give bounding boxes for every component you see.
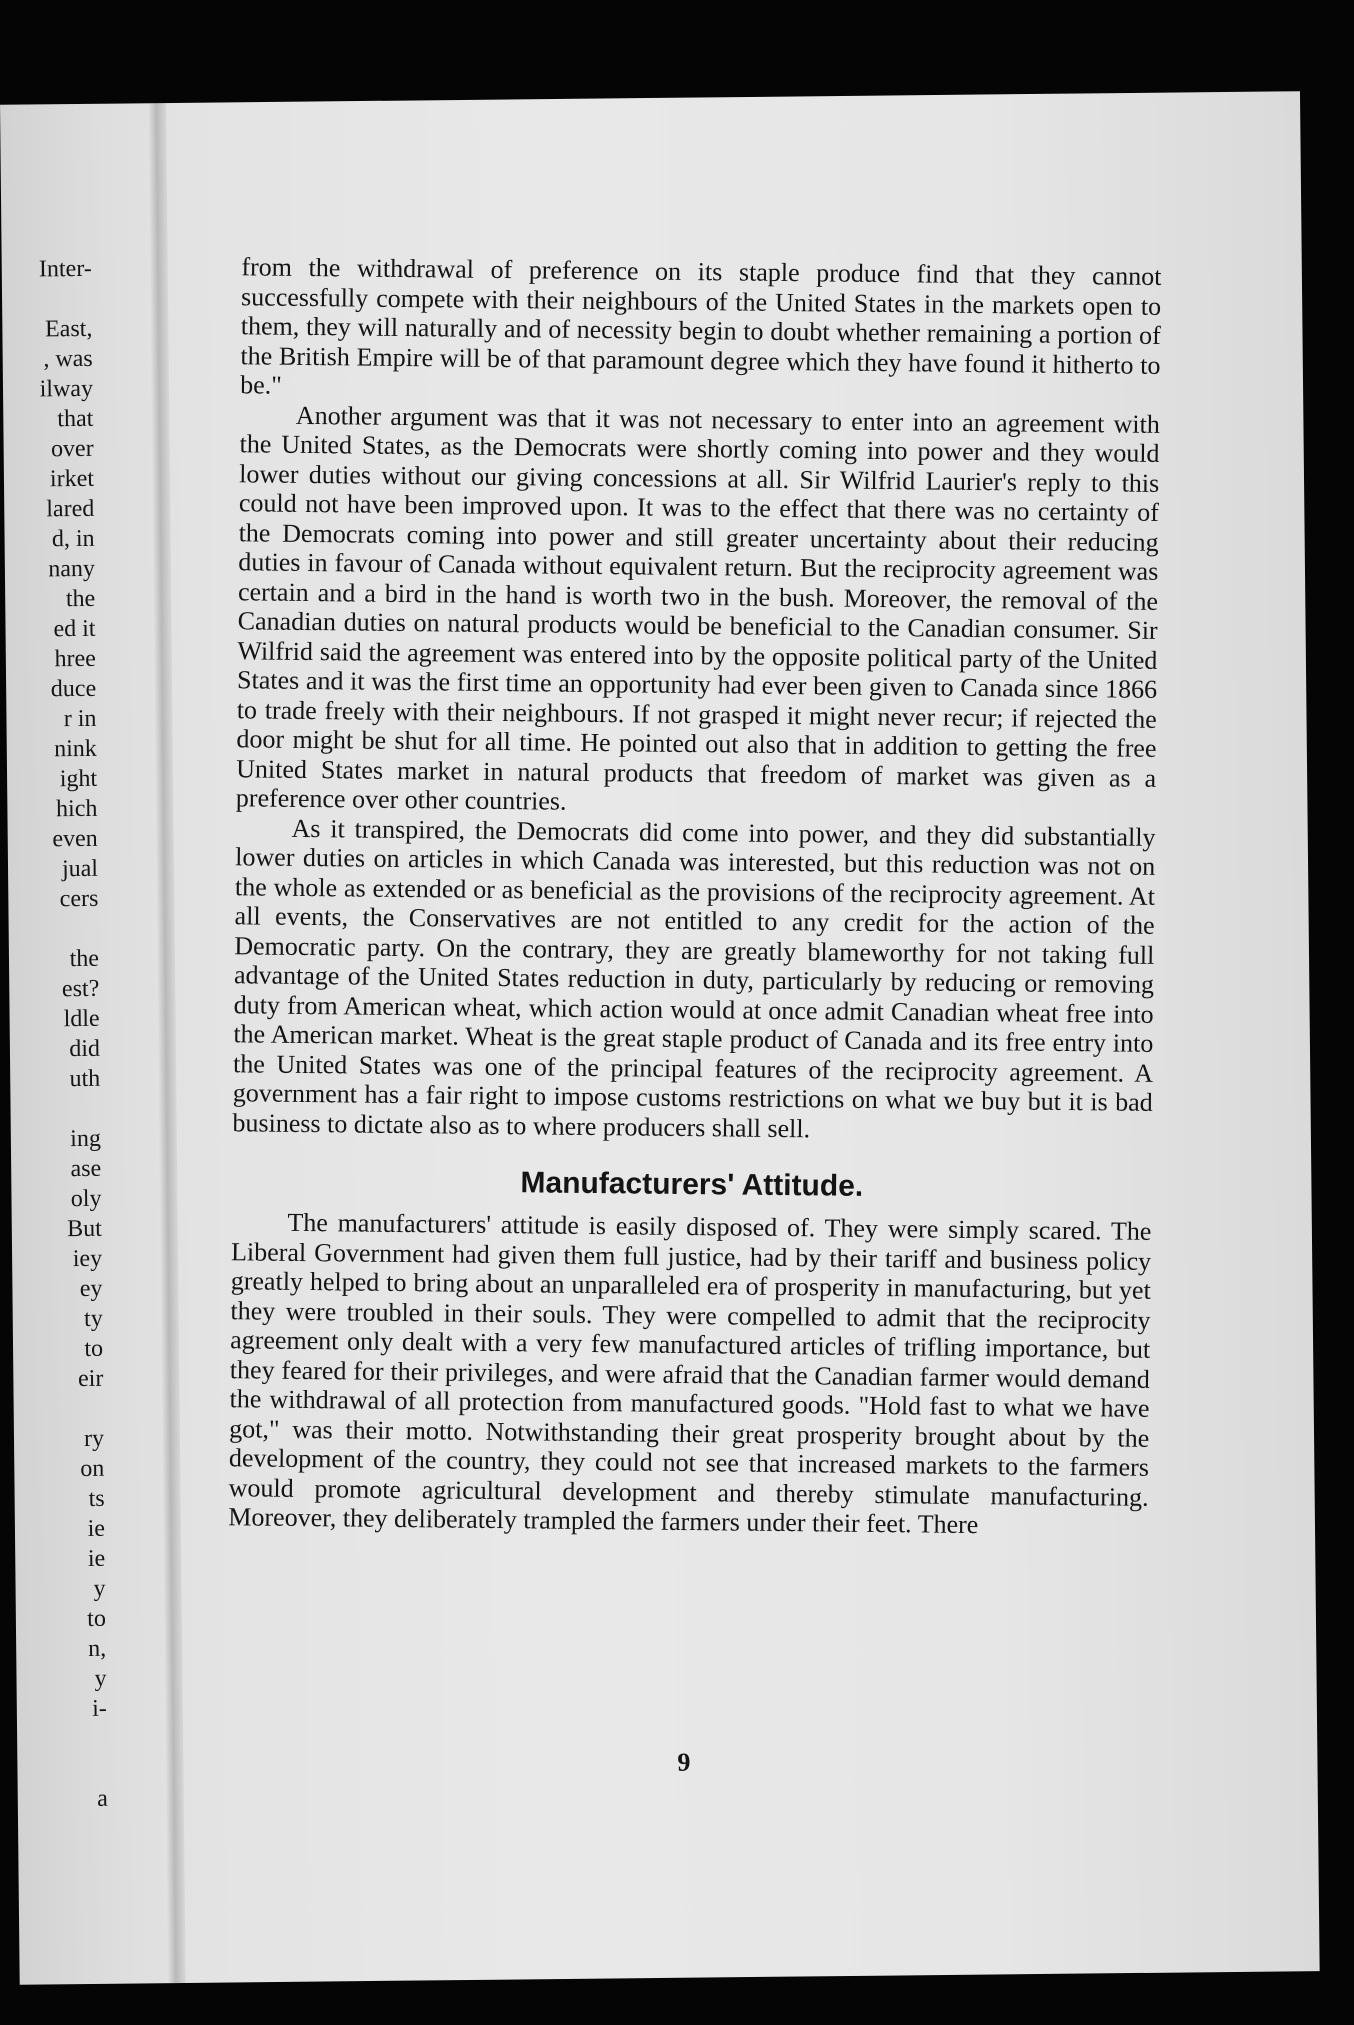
facing-page-fragment: the <box>69 945 100 973</box>
facing-page-fragment: nany <box>48 555 96 583</box>
facing-page-fragment: But <box>66 1215 102 1243</box>
facing-page-fragment <box>17 1754 107 1785</box>
facing-page-fragment: did <box>69 1035 101 1063</box>
facing-page-fragment: on <box>80 1455 105 1483</box>
facing-page-fragment: to <box>84 1335 104 1362</box>
facing-page-fragment: n, <box>88 1635 107 1662</box>
facing-page-fragment: i- <box>92 1695 107 1722</box>
facing-page-fragment <box>2 284 92 315</box>
facing-page-fragment <box>14 1394 104 1425</box>
facing-page-fragment: oly <box>70 1185 102 1213</box>
facing-page-fragment: that <box>57 405 94 433</box>
section-heading: Manufacturers' Attitude. <box>520 1166 864 1203</box>
book-page <box>0 91 1320 1985</box>
facing-page-fragment: hich <box>55 795 98 823</box>
facing-page-fragment: ie <box>87 1515 106 1542</box>
facing-page-fragment: iey <box>72 1245 103 1273</box>
paragraph-another-argument: Another argument was that it was not necessary to enter into an agreement with the United States, as the Democrats were shortly coming into power and they would lower duties without our giving concessions at all. Sir Wilfrid Laurier's reply to this could not have been improved upon. It was to the effect that there was no certainty of the Democrats coming into power and still greater uncertainty about their reducing duties in favour of Canada without equivalent return. But the reciprocity agreement was certain and a bird in the hand is worth two in the bush. Moreover, the removal of the Canadian duties on natural products would be beneficial to the Canadian consumer. Sir Wilfrid said the agreement was entered into by the opposite political party of the United States and it was the first time an opportunity had ever been given to Canada since 1866 to trade freely with their neighbours. If not grasped it might never recur; if rejected the door might be shut for all time. He pointed out also that in addition to getting the free United States market in natural products that freedom of market was given as a preference over other countries. <box>235 400 1160 816</box>
facing-page-fragment: ed it <box>53 615 96 643</box>
facing-page-fragment: ilway <box>39 375 94 403</box>
facing-page-fragment: even <box>52 825 98 853</box>
paragraph-manufacturers-attitude: The manufacturers' attitude is easily disposed of. They were simply scared. The Liberal Government had given them full justice, had by their tariff and business policy greatly helped to bring about an unparalleled era of prosperity in manufacturing, but yet they were troubled in their souls. They were compelled to admit that the reciprocity agreement only dealt with a very few manufactured articles of trifling importance, but they feared for their privileges, and were afraid that the Canadian farmer would demand the withdrawal of all protection from manufactured goods. "Hold fast to what we have got," was their motto. Notwithstanding their great prosperity brought about by the development of the country, they could not see that increased markets to the farmers would promote agricultural development and thereby stimulate manufacturing. Moreover, they deliberately trampled the farmers under their feet. There <box>228 1207 1152 1540</box>
facing-page-fragment: a <box>96 1785 108 1812</box>
book-gutter-shadow <box>148 103 186 1983</box>
facing-page-fragment: hree <box>54 645 96 673</box>
facing-page-fragment: ase <box>70 1155 102 1183</box>
paragraph-as-it-transpired: As it transpired, the Democrats did come into power, and they did substantially lower duties on articles in which Canada was interested, but this reduction was not on the whole as extended or as beneficial as the provisions of the reciprocity agreement. At all events, the Conservatives are not entitled to any credit for the action of the Democratic party. On the contrary, they are greatly blameworthy for not taking full advantage of the United States reduction in duty, particularly by reducing or removing duty from American wheat, which action would at once admit Canadian wheat free into the American market. Wheat is the great staple product of Canada and its free entry into the United States was one of the principal features of the reciprocity agreement. A government has a fair right to impose customs restrictions on what we buy but it is bad business to dictate also as to where producers shall sell. <box>232 813 1156 1143</box>
facing-page-fragment: Inter- <box>38 255 92 283</box>
facing-page-fragment <box>17 1724 107 1755</box>
facing-page-fragment: irket <box>49 465 95 493</box>
facing-page-fragment: lared <box>46 495 95 523</box>
facing-page-fragment: cers <box>59 885 99 913</box>
facing-page-fragment: d, in <box>51 525 95 553</box>
facing-page-fragment: y <box>93 1575 106 1602</box>
facing-page-fragment: over <box>50 435 94 463</box>
facing-page-fragment: duce <box>50 675 97 703</box>
facing-page-fragment: r in <box>63 705 97 733</box>
facing-page-fragment: nink <box>53 735 97 763</box>
facing-page-fragment: ty <box>83 1305 103 1332</box>
page-number: 9 <box>677 1747 691 1777</box>
facing-page-fragment: jual <box>61 855 99 883</box>
facing-page-fragment: ry <box>83 1425 105 1452</box>
facing-page-fragment: eir <box>77 1365 104 1393</box>
facing-page-fragment: ie <box>87 1545 106 1572</box>
facing-page-fragment: ts <box>88 1485 105 1512</box>
facing-page-fragment: to <box>87 1605 107 1632</box>
paragraph-continuation: from the withdrawal of preference on its staple produce find that they cannot successfully compete with their neighbours of the United States in the markets open to them, they will naturally and of necessity begin to doubt whether remaining a portion of the British Empire will be of that paramount degree which they have found it hitherto to be." <box>240 252 1162 400</box>
facing-page-fragment: ey <box>79 1275 103 1303</box>
main-text-column <box>228 252 1161 1541</box>
facing-page-fragment <box>10 1094 100 1125</box>
facing-page-fragment <box>9 914 99 945</box>
facing-page-fragment: ldle <box>63 1005 100 1033</box>
facing-page-fragment: , was <box>43 345 93 373</box>
facing-page-fragment: East, <box>44 315 93 343</box>
facing-page-fragment: ing <box>70 1125 102 1153</box>
facing-page-fragment: uth <box>69 1065 101 1093</box>
facing-page-text-fragments <box>2 254 108 1815</box>
facing-page-fragment: y <box>94 1665 107 1692</box>
facing-page-fragment: est? <box>61 975 100 1003</box>
facing-page-fragment: ight <box>59 765 98 793</box>
facing-page-fragment: the <box>65 585 96 613</box>
